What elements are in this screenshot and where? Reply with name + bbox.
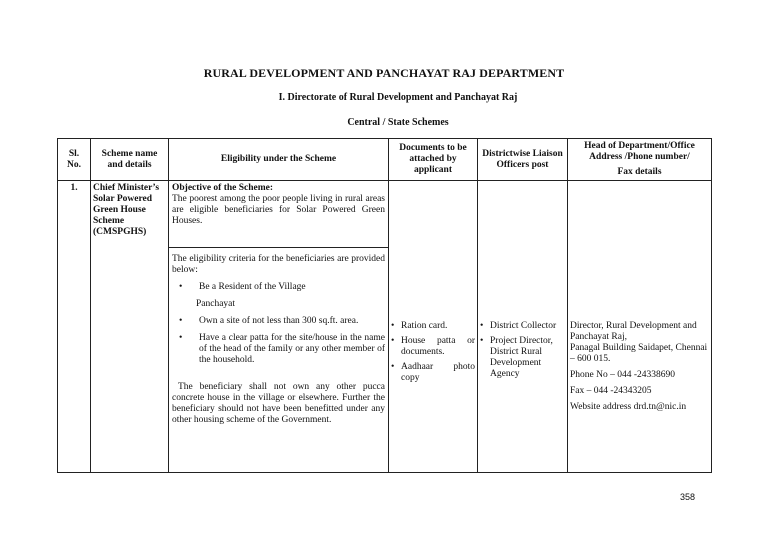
row-sl: 1. xyxy=(58,181,91,473)
document-item: • House patta or documents. xyxy=(391,336,475,358)
section-title: Central / State Schemes xyxy=(347,117,449,128)
header-eligibility: Eligibility under the Scheme xyxy=(169,139,389,181)
table-row xyxy=(58,181,712,473)
eligibility-cell xyxy=(169,181,389,473)
head-office-name: Director, Rural Development and Panchayat Raj, xyxy=(570,321,697,342)
eligibility-block xyxy=(169,248,388,428)
criteria-continuation: Panchayat xyxy=(196,299,236,309)
document-item: • Aadhaar photo copy xyxy=(391,362,475,384)
header-liaison: Districtwise Liaison Officers post xyxy=(478,139,568,181)
header-documents: Documents to be attached by applicant xyxy=(389,139,478,181)
head-office-cell xyxy=(568,181,712,473)
eligibility-note: The beneficiary shall not own any other pucca concrete house in the village or elsewhere. Further the beneficiary should not have been benefitted under any other housing scheme of the Government. xyxy=(172,382,385,425)
table-header-row xyxy=(58,139,712,181)
liaison-list xyxy=(480,321,565,380)
header-sl: Sl. No. xyxy=(58,139,91,181)
head-office-website: Website address drd.tn@nic.in xyxy=(570,402,687,412)
document-item: • Ration card. xyxy=(391,321,475,332)
head-office-fax: Fax – 044 -24343205 xyxy=(570,386,652,396)
objective-heading: Objective of the Scheme: xyxy=(172,183,274,193)
header-head-office: Head of Department/Office Address /Phone number/ Fax details xyxy=(568,139,712,181)
liaison-item: • District Collector xyxy=(480,321,565,332)
objective-block xyxy=(169,181,388,248)
scheme-name: Chief Minister’s Solar Powered Green House Scheme (CMSPGHS) xyxy=(91,181,169,473)
liaison-cell xyxy=(478,181,568,473)
documents-list xyxy=(391,321,475,384)
criteria-list-2 xyxy=(172,316,385,366)
page-number: 358 xyxy=(680,492,696,502)
objective-text: The poorest among the poor people living in rural areas are eligible beneficiaries for Solar Powered Green Houses. xyxy=(172,194,385,226)
criteria-item: • Own a site of not less than 300 sq.ft. area. xyxy=(172,316,385,327)
criteria-item: • Have a clear patta for the site/house in the name of the head of the family or any other member of the household. xyxy=(172,333,385,366)
criteria-list xyxy=(172,282,385,293)
head-office-phone: Phone No – 044 -24338690 xyxy=(570,370,676,380)
liaison-item: • Project Director, District Rural Development Agency xyxy=(480,336,565,380)
criteria-item: • Be a Resident of the Village xyxy=(172,282,385,293)
eligibility-intro: The eligibility criteria for the beneficiaries are provided below: xyxy=(172,254,385,275)
directorate-title: I. Directorate of Rural Development and Panchayat Raj xyxy=(278,92,518,103)
head-office-address: Panagal Building Saidapet, Chennai – 600 015. xyxy=(570,343,708,364)
department-title: RURAL DEVELOPMENT AND PANCHAYAT RAJ DEPARTMENT xyxy=(203,66,565,80)
documents-cell xyxy=(389,181,478,473)
schemes-table xyxy=(57,138,712,473)
header-scheme: Scheme name and details xyxy=(91,139,169,181)
